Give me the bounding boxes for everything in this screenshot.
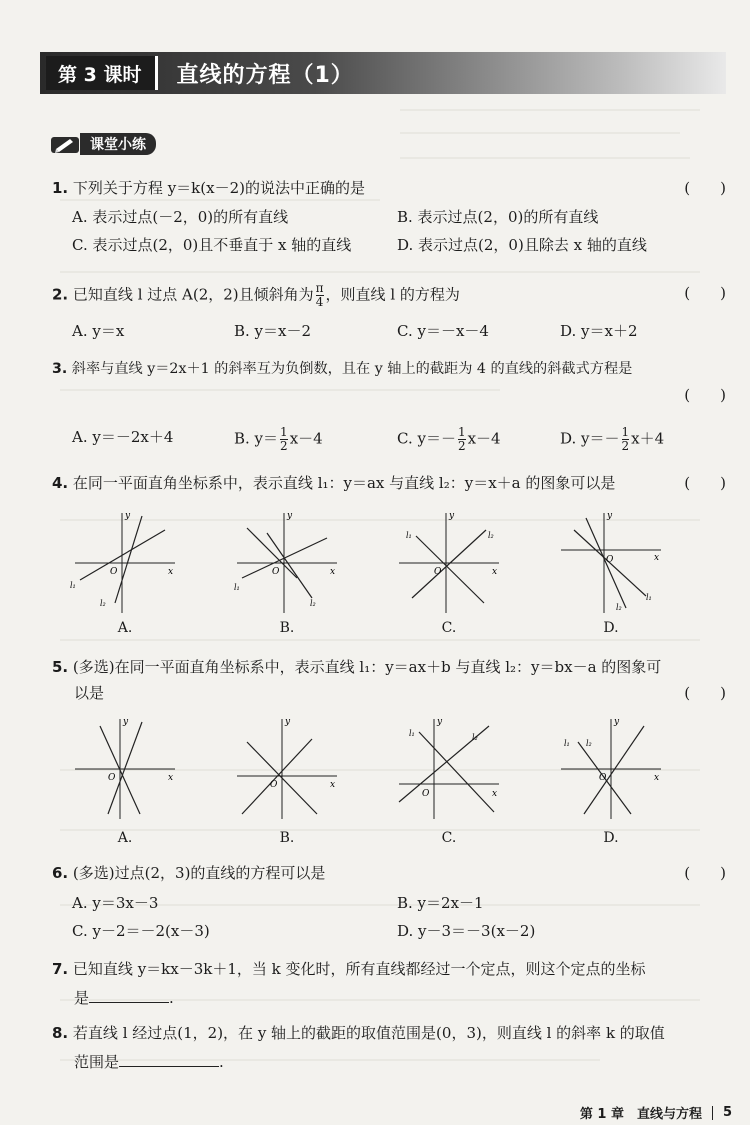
l1-label: l₁: [406, 531, 412, 540]
lesson-number: 第 3 课时: [46, 56, 158, 90]
x-label: x: [168, 567, 174, 577]
question-stem: (多选)在同一平面直角坐标系中，表示直线 l₁：y＝ax＋b 与直线 l₂：y＝bx－a 的图象可: [72, 658, 662, 676]
origin-label: O: [272, 567, 280, 577]
x-label: x: [492, 567, 498, 577]
option-a: A. y＝x: [72, 322, 125, 340]
y-label: y: [287, 511, 293, 521]
line-l2: [412, 530, 486, 598]
option-text: D. y＝－: [560, 429, 620, 448]
option-text: x－4: [289, 429, 323, 448]
origin-label: O: [422, 789, 430, 799]
line-l2: [267, 533, 312, 598]
question-number: 5.: [52, 658, 69, 676]
fraction-numerator: 1: [280, 425, 288, 439]
graph-4c: [394, 508, 504, 618]
answer-paren: ( ): [684, 386, 726, 404]
question-stem: 斜率与直线 y＝2x＋1 的斜率互为负倒数，且在 y 轴上的截距为 4 的直线的斜截式方程是: [71, 361, 633, 377]
option-a: A. y＝－2x＋4: [72, 428, 174, 446]
pencil-icon: [50, 133, 80, 155]
option-c: C. y＝－x－4: [397, 322, 489, 340]
question-5: [52, 656, 661, 678]
question-1: [52, 177, 365, 199]
graph-5c: [394, 714, 504, 824]
l2-label: l₂: [472, 733, 478, 742]
question-stem: 已知直线 y＝kx－3k＋1，当 k 变化时，所有直线都经过一个定点，则这个定点的坐标: [72, 960, 646, 978]
fraction: [316, 282, 324, 309]
question-6: [52, 862, 325, 884]
question-stem-part: 已知直线 l 过点 A(2，2)且倾斜角为: [72, 285, 314, 304]
fraction-denominator: 2: [280, 439, 288, 453]
origin-label: O: [108, 773, 116, 783]
fraction-numerator: π: [315, 281, 324, 295]
option-c: C. y－2＝－2(x－3): [72, 922, 210, 940]
question-stem: 在同一平面直角坐标系中，表示直线 l₁：y＝ax 与直线 l₂：y＝x＋a 的图象可以是: [72, 474, 616, 492]
option-text: C. y＝－: [397, 429, 456, 448]
fraction-denominator: 2: [621, 439, 630, 453]
question-2: [52, 282, 460, 309]
answer-paren: ( ): [684, 474, 726, 492]
l2-label: l₂: [488, 531, 494, 540]
fraction-denominator: 4: [315, 295, 324, 309]
page-number: 5: [722, 1105, 732, 1120]
question-stem: (多选)过点(2，3)的直线的方程可以是: [72, 864, 326, 882]
question-7: [52, 958, 646, 980]
y-label: y: [614, 717, 620, 727]
question-8: [52, 1022, 665, 1044]
y-label: y: [437, 717, 443, 727]
question-number: 4.: [52, 474, 69, 492]
graph-option-a: A.: [117, 620, 133, 636]
lesson-title: 直线的方程（1）: [176, 62, 354, 88]
question-8-line2: [74, 1050, 224, 1073]
question-number: 8.: [52, 1024, 69, 1042]
option-text: B. y＝: [234, 429, 279, 448]
fraction: [280, 426, 288, 453]
answer-blank[interactable]: [119, 1050, 219, 1067]
origin-label: O: [606, 555, 614, 565]
l2-label: l₂: [310, 599, 316, 608]
line-l2: [584, 726, 644, 814]
question-7-line2: [74, 986, 174, 1009]
question-stem-part: ，则直线 l 的方程为: [325, 285, 460, 304]
answer-paren: ( ): [684, 864, 726, 882]
option-a: A. 表示过点(－2，0)的所有直线: [72, 208, 289, 226]
chapter-label: 第 1 章 直线与方程: [579, 1107, 702, 1122]
l1-label: l₁: [409, 729, 415, 738]
line-l1: [419, 732, 494, 812]
question-stem-part: .: [169, 989, 174, 1007]
line-l2: [115, 516, 142, 603]
x-label: x: [330, 780, 336, 790]
origin-label: O: [270, 780, 278, 790]
y-label: y: [607, 511, 613, 521]
answer-paren: ( ): [684, 179, 726, 197]
option-c: [397, 426, 501, 453]
option-d: [560, 426, 664, 453]
question-stem-part: 范围是: [74, 1053, 120, 1071]
question-stem: 下列关于方程 y＝k(x－2)的说法中正确的是: [72, 179, 365, 197]
answer-paren: ( ): [684, 684, 726, 702]
x-label: x: [168, 773, 174, 783]
fraction-numerator: 1: [457, 425, 466, 439]
graph-option-a: A.: [117, 830, 133, 846]
l2-label: l₂: [586, 739, 592, 748]
option-b: B. y＝2x－1: [397, 894, 484, 912]
graph-4b: [232, 508, 342, 618]
fraction: [458, 426, 466, 453]
origin-label: O: [434, 567, 442, 577]
option-b: B. y＝x－2: [234, 322, 312, 340]
l1-label: l₁: [234, 583, 240, 592]
y-label: y: [285, 717, 291, 727]
option-b: B. 表示过点(2，0)的所有直线: [397, 208, 599, 226]
graph-option-b: B.: [279, 830, 295, 846]
option-d: D. y－3＝－3(x－2): [397, 922, 536, 940]
graph-4a: [70, 508, 180, 618]
graph-option-b: B.: [279, 620, 295, 636]
answer-paren: ( ): [684, 284, 726, 302]
l1-label: l₁: [646, 593, 652, 602]
y-label: y: [125, 511, 131, 521]
question-number: 7.: [52, 960, 69, 978]
question-4: [52, 472, 615, 494]
page-footer: [580, 1103, 732, 1122]
section-label: 课堂小练: [80, 133, 156, 155]
x-label: x: [330, 567, 336, 577]
option-d: D. y＝x＋2: [560, 322, 638, 340]
question-number: 1.: [52, 179, 69, 197]
line-l2: [108, 722, 142, 814]
option-a: A. y＝3x－3: [72, 894, 159, 912]
l2-label: l₂: [100, 599, 106, 608]
question-number: 3.: [52, 361, 68, 377]
question-number: 2.: [52, 285, 69, 304]
x-label: x: [654, 773, 660, 783]
question-5-line2: 以是: [74, 684, 105, 702]
graph-5a: [70, 714, 180, 824]
question-3: [52, 358, 632, 380]
fraction-denominator: 2: [457, 439, 466, 453]
graph-5d: [556, 714, 666, 824]
l1-label: l₁: [70, 581, 76, 590]
option-text: x－4: [467, 429, 501, 448]
graph-option-d: D.: [603, 620, 619, 636]
option-c: C. 表示过点(2，0)且不垂直于 x 轴的直线: [72, 236, 352, 254]
footer-divider: [712, 1106, 713, 1120]
answer-blank[interactable]: [89, 986, 169, 1003]
graph-option-c: C.: [441, 620, 457, 636]
question-stem-part: 是: [74, 989, 90, 1007]
question-stem: 若直线 l 经过点(1，2)，在 y 轴上的截距的取值范围是(0，3)，则直线 l 的斜率 k 的取值: [72, 1024, 665, 1042]
fraction: [622, 426, 630, 453]
option-text: x＋4: [631, 429, 665, 448]
section-heading: [50, 131, 156, 157]
l2-label: l₂: [616, 603, 622, 612]
question-stem-part: .: [219, 1053, 224, 1071]
x-label: x: [492, 789, 498, 799]
y-label: y: [449, 511, 455, 521]
l1-label: l₁: [564, 739, 570, 748]
origin-label: O: [599, 773, 607, 783]
x-label: x: [654, 553, 660, 563]
option-b: [234, 426, 323, 453]
line-l1: [416, 536, 484, 603]
origin-label: O: [110, 567, 118, 577]
fraction-numerator: 1: [621, 425, 630, 439]
graph-option-d: D.: [603, 830, 619, 846]
graph-5b: [232, 714, 342, 824]
y-label: y: [123, 717, 129, 727]
option-d: D. 表示过点(2，0)且除去 x 轴的直线: [397, 236, 647, 254]
lesson-header: [40, 52, 726, 94]
graph-option-c: C.: [441, 830, 457, 846]
graph-4d: [556, 508, 666, 618]
question-number: 6.: [52, 864, 69, 882]
